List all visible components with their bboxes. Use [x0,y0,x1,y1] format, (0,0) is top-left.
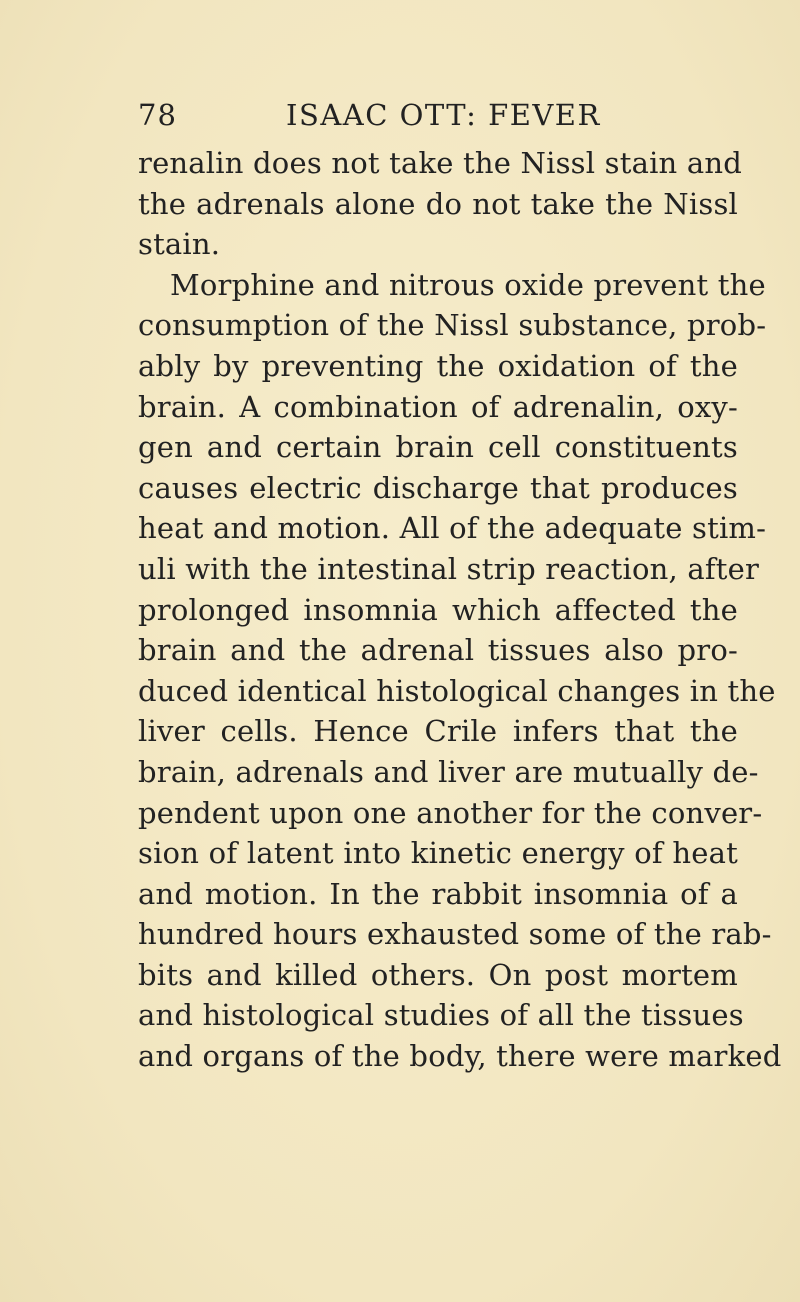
text-line: ably by preventing the oxidation of the [138,348,738,383]
page-number: 78 [138,98,177,132]
text-line: heat and motion. All of the adequate stim- [138,511,767,546]
text-line: duced identical histological changes in the [138,673,776,708]
text-line: brain. A combination of adrenalin, oxy- [138,389,738,424]
text-line: and histological studies of all the tissues [138,998,744,1033]
running-head: ISAAC OTT: FEVER [286,98,601,132]
text-line: renalin does not take the Nissl stain and [138,146,742,180]
text-line: uli with the intestinal strip reaction, after [138,551,760,586]
text-line: bits and killed others. On post mortem [138,957,738,992]
text-line: hundred hours exhausted some of the rab- [138,917,772,952]
text-line: stain. [138,227,221,262]
text-line: causes electric discharge that produces [138,470,738,505]
text-line: consumption of the Nissl substance, prob- [138,308,767,343]
text-line: liver cells. Hence Crile infers that the [138,714,738,749]
text-line: brain and the adrenal tissues also pro- [138,633,738,668]
text-line: and motion. In the rabbit insomnia of a [138,876,738,911]
text-line: the adrenals alone do not take the Nissl [138,186,738,221]
text-line: prolonged insomnia which affected the [138,592,738,627]
page-header [138,98,738,138]
text-line: brain, adrenals and liver are mutually de- [138,754,759,789]
text-line: Morphine and nitrous oxide prevent the [170,267,766,302]
text-line: pendent upon one another for the conver- [138,795,763,830]
body-text [138,143,782,1077]
text-line: and organs of the body, there were marked [138,1039,782,1074]
text-line: sion of latent into kinetic energy of heat [138,836,738,871]
text-line: gen and certain brain cell constituents [138,430,738,465]
